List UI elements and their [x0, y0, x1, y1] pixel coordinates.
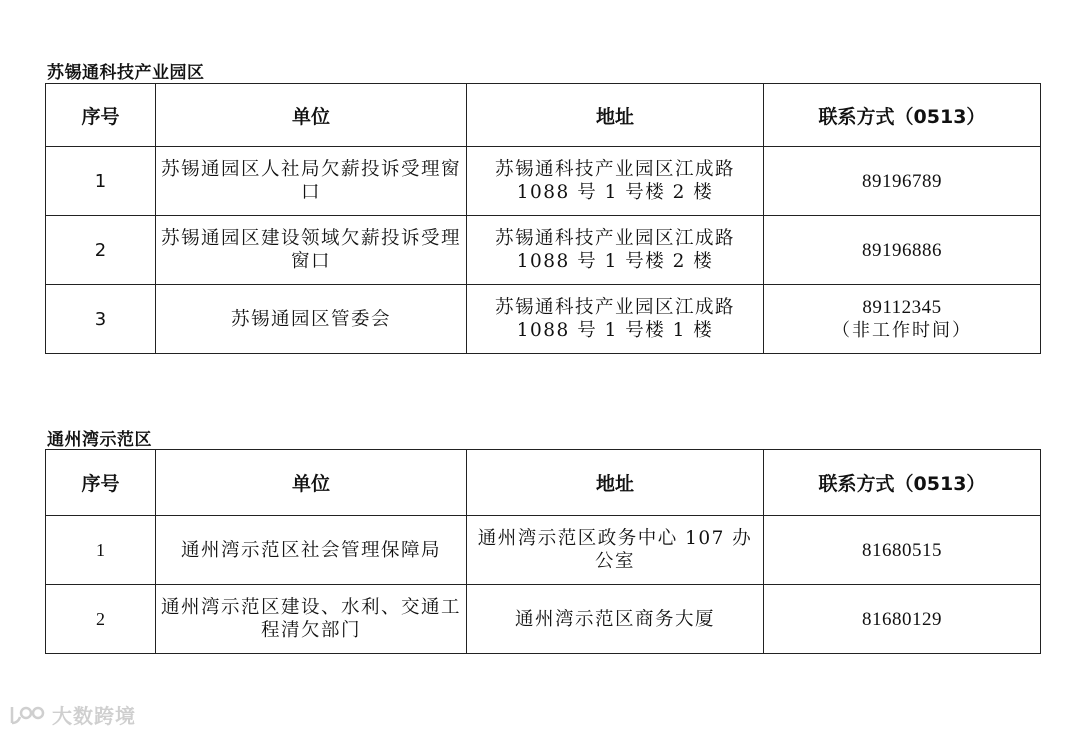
row-number: 2	[46, 216, 156, 285]
phone-note: （非工作时间）	[832, 320, 972, 341]
address-text: 苏锡通科技产业园区江成路1088 号 1 号楼 1 楼	[494, 297, 735, 341]
unit-text: 苏锡通园区管委会	[230, 308, 391, 330]
table-row	[46, 516, 1041, 585]
table-row	[46, 216, 1041, 285]
column-header: 单位	[156, 84, 467, 147]
address-text: 通州湾示范区商务大厦	[514, 608, 715, 630]
address-cell	[467, 216, 764, 285]
watermark	[8, 700, 136, 729]
address-text: 通州湾示范区政务中心 107 办公室	[477, 528, 753, 572]
contact-table	[45, 83, 1041, 354]
column-header: 地址	[467, 450, 764, 516]
phone-cell	[764, 147, 1041, 216]
column-header: 单位	[156, 450, 467, 516]
unit-cell	[156, 585, 467, 654]
phone-text: 89196789	[862, 170, 942, 192]
column-header: 序号	[46, 450, 156, 516]
watermark-logo-icon	[8, 703, 48, 727]
phone-cell	[764, 516, 1041, 585]
unit-cell	[156, 285, 467, 354]
unit-text: 苏锡通园区建设领域欠薪投诉受理窗口	[160, 228, 461, 272]
table-row	[46, 285, 1041, 354]
unit-text: 通州湾示范区建设、水利、交通工程清欠部门	[160, 597, 461, 641]
phone-cell	[764, 216, 1041, 285]
unit-cell	[156, 147, 467, 216]
section-title: 苏锡通科技产业园区	[47, 63, 205, 83]
column-header: 联系方式（0513）	[764, 84, 1041, 147]
table-row	[46, 585, 1041, 654]
address-cell	[467, 585, 764, 654]
address-cell	[467, 285, 764, 354]
address-cell	[467, 516, 764, 585]
phone-text: 81680515	[862, 539, 942, 561]
address-text: 苏锡通科技产业园区江成路1088 号 1 号楼 2 楼	[494, 228, 735, 272]
row-number: 1	[46, 147, 156, 216]
column-header: 地址	[467, 84, 764, 147]
unit-text: 通州湾示范区社会管理保障局	[180, 539, 441, 561]
row-number: 2	[46, 585, 156, 654]
unit-cell	[156, 216, 467, 285]
phone-text: 89112345	[862, 297, 942, 318]
phone-text: 89196886	[862, 239, 942, 261]
phone-text: 81680129	[862, 608, 942, 630]
contact-table	[45, 449, 1041, 654]
watermark-text: 大数跨境	[52, 704, 136, 728]
table-header-row	[46, 450, 1041, 516]
column-header: 序号	[46, 84, 156, 147]
column-header: 联系方式（0513）	[764, 450, 1041, 516]
row-number: 3	[46, 285, 156, 354]
unit-text: 苏锡通园区人社局欠薪投诉受理窗口	[160, 159, 461, 203]
table-header-row	[46, 84, 1041, 147]
address-cell	[467, 147, 764, 216]
section-title: 通州湾示范区	[47, 430, 152, 450]
unit-cell	[156, 516, 467, 585]
phone-cell	[764, 285, 1041, 354]
row-number: 1	[46, 516, 156, 585]
phone-cell	[764, 585, 1041, 654]
table-row	[46, 147, 1041, 216]
address-text: 苏锡通科技产业园区江成路1088 号 1 号楼 2 楼	[494, 159, 735, 203]
